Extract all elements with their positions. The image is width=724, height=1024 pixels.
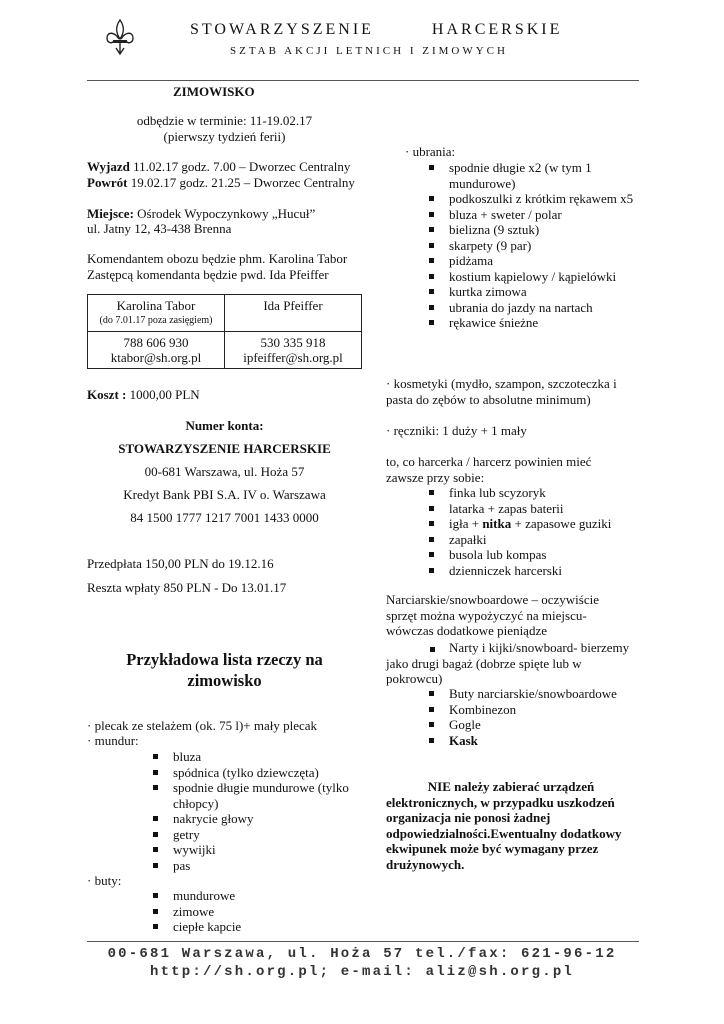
list-item: kostium kąpielowy / kąpielówki: [449, 269, 634, 285]
list-item: pas: [173, 858, 363, 874]
list-item: zapałki: [449, 532, 634, 548]
return-label: Powrót: [87, 175, 128, 190]
shoes-list: [173, 888, 363, 935]
list-item: pidżama: [449, 253, 634, 269]
organization-subtitle: SZTAB AKCJI LETNICH I ZIMOWYCH: [230, 45, 508, 57]
term-note: (pierwszy tydzień ferii): [163, 129, 286, 144]
org-name-part-1: STOWARZYSZENIE: [190, 21, 374, 38]
warning-rest: elektronicznych, w przypadku uszkodzeń organizacja nie ponosi żadnej odpowiedzialności.Ewentualny dodatkowy ekwipunek może być wymagany przez drużynowych.: [386, 794, 622, 872]
list-item: podkoszulki z krótkim rękawem x5: [449, 191, 634, 206]
list-item: spodnie długie x2 (w tym 1 mundurowe): [449, 160, 634, 191]
clothes-label: · ubrania:: [405, 144, 456, 159]
footer-address: 00-681 Warszawa, ul. Hoża 57 tel./fax: 621-96-12: [107, 946, 617, 962]
cost-value: 1000,00 PLN: [126, 387, 200, 402]
always-list: [449, 485, 634, 578]
list-item: kurtka zimowa: [449, 284, 634, 300]
list-item: spodnie długie mundurowe (tylko chłopcy): [173, 780, 363, 811]
list-title: [87, 649, 362, 691]
place-label: Miejsce:: [87, 206, 134, 221]
list-item: bluza + sweter / polar: [449, 207, 634, 223]
account-org: STOWARZYSZENIE HARCERSKIE: [118, 441, 331, 456]
list-item: bielizna (9 sztuk): [449, 222, 634, 238]
always-intro: to, co harcerka / harcerz powinien mieć zawsze przy sobie:: [386, 454, 592, 485]
prepayment-line: Przedpłata 150,00 PLN do 19.12.16: [87, 556, 274, 571]
return-text: 19.02.17 godz. 21.25 – Dworzec Centralny: [127, 175, 355, 190]
contact-phone: 788 606 930: [123, 335, 189, 350]
list-item: busola lub kompas: [449, 547, 634, 563]
list-item: ciepłe kapcie: [173, 919, 363, 935]
cost-label: Koszt :: [87, 387, 127, 402]
contact-details-cell: [225, 332, 362, 369]
org-name-part-2: HARCERSKIE: [431, 21, 563, 38]
list-item: latarka + zapas baterii: [449, 501, 634, 517]
list-item: Gogle: [449, 717, 634, 733]
organization-name: [190, 21, 563, 38]
account-bank: Kredyt Bank PBI S.A. IV o. Warszawa: [123, 487, 326, 502]
ski-first-text: Narty i kijki/snowboard- bierzemy jako drugi bagaż (dobrze spięte lub w pokrowcu): [386, 640, 630, 686]
document-title: ZIMOWISKO: [173, 84, 255, 99]
contact-name-cell: [88, 295, 225, 332]
list-item: Kask: [449, 733, 634, 749]
list-item: finka lub scyzoryk: [449, 485, 634, 501]
cosmetics-line: · kosmetyki (mydło, szampon, szczoteczka i pasta do zębów to absolutne minimum): [386, 376, 617, 407]
deputy-line: Zastępcą komendanta będzie pwd. Ida Pfeiffer: [87, 267, 329, 282]
list-item: zimowe: [173, 904, 363, 920]
ski-list: [449, 686, 634, 748]
bullet-icon: [430, 647, 435, 652]
contact-email: ipfeiffer@sh.org.pl: [243, 350, 343, 365]
uniform-label: · mundur:: [87, 733, 139, 748]
contacts-table: [87, 294, 362, 369]
place-text: Ośrodek Wypoczynkowy „Hucuł”: [133, 206, 316, 221]
list-item: dzienniczek harcerski: [449, 563, 634, 579]
table-row: [88, 295, 362, 332]
warning-note: [386, 779, 636, 872]
place-address: ul. Jatny 12, 43-438 Brenna: [87, 221, 232, 236]
list-title-line-1: Przykładowa lista rzeczy na: [126, 650, 323, 669]
table-row: [88, 332, 362, 369]
header-divider: [87, 80, 639, 81]
term-line: odbędzie w terminie: 11-19.02.17: [136, 113, 313, 128]
clothes-list: [449, 160, 634, 331]
remainder-line: Reszta wpłaty 850 PLN - Do 13.01.17: [87, 580, 287, 595]
list-item: Buty narciarskie/snowboardowe: [449, 686, 634, 702]
return-line: [87, 175, 355, 191]
list-item: getry: [173, 827, 363, 843]
shoes-label: · buty:: [87, 873, 122, 888]
needle-text: igła +: [449, 516, 483, 531]
contact-name: Karolina Tabor: [116, 298, 196, 313]
account-address: 00-681 Warszawa, ul. Hoża 57: [144, 464, 305, 479]
contact-phone: 530 335 918: [260, 335, 326, 350]
ski-intro: Narciarskie/snowboardowe – oczywiście sprzęt można wypożyczyć na miejscu- wówczas dodatkowe pieniądze: [386, 592, 599, 638]
departure-text: 11.02.17 godz. 7.00 – Dworzec Centralny: [129, 159, 351, 174]
list-title-line-2: zimowisko: [187, 671, 262, 690]
list-item: spódnica (tylko dziewczęta): [173, 765, 363, 781]
backpack-line: · plecak ze stelażem (ok. 75 l)+ mały plecak: [87, 718, 318, 733]
cost-line: [87, 387, 200, 403]
footer-divider: [87, 941, 639, 942]
contact-name: Ida Pfeiffer: [263, 298, 323, 313]
contact-details-cell: [88, 332, 225, 369]
list-item: nakrycie głowy: [173, 811, 363, 827]
list-item: bluza: [173, 749, 363, 765]
uniform-list: [173, 749, 363, 873]
commander-line: Komendantem obozu będzie phm. Karolina Tabor: [87, 251, 348, 266]
contact-email: ktabor@sh.org.pl: [110, 350, 202, 365]
towels-line: · ręczniki: 1 duży + 1 mały: [386, 423, 527, 438]
list-item: Kombinezon: [449, 702, 634, 718]
list-item: [449, 516, 634, 532]
account-title: Numer konta:: [185, 418, 264, 433]
contact-note: (do 7.01.17 poza zasięgiem): [99, 315, 213, 326]
place-line: [87, 206, 315, 222]
contact-name-cell: [225, 295, 362, 332]
list-item: mundurowe: [173, 888, 363, 904]
footer-contact: http://sh.org.pl; e-mail: aliz@sh.org.pl: [149, 964, 575, 980]
departure-label: Wyjazd: [87, 159, 130, 174]
buttons-text: + zapasowe guziki: [511, 516, 612, 531]
account-number: 84 1500 1777 1217 7001 1433 0000: [130, 510, 319, 525]
warning-line-1: NIE należy zabierać urządzeń: [427, 779, 595, 794]
list-item: rękawice śnieżne: [449, 315, 634, 331]
ski-first-item: [386, 640, 640, 687]
list-item: skarpety (9 par): [449, 238, 634, 254]
list-item: wywijki: [173, 842, 363, 858]
departure-line: [87, 159, 350, 175]
fleur-de-lis-icon: [104, 18, 136, 58]
thread-text: nitka: [482, 516, 512, 531]
list-item: ubrania do jazdy na nartach: [449, 300, 634, 316]
